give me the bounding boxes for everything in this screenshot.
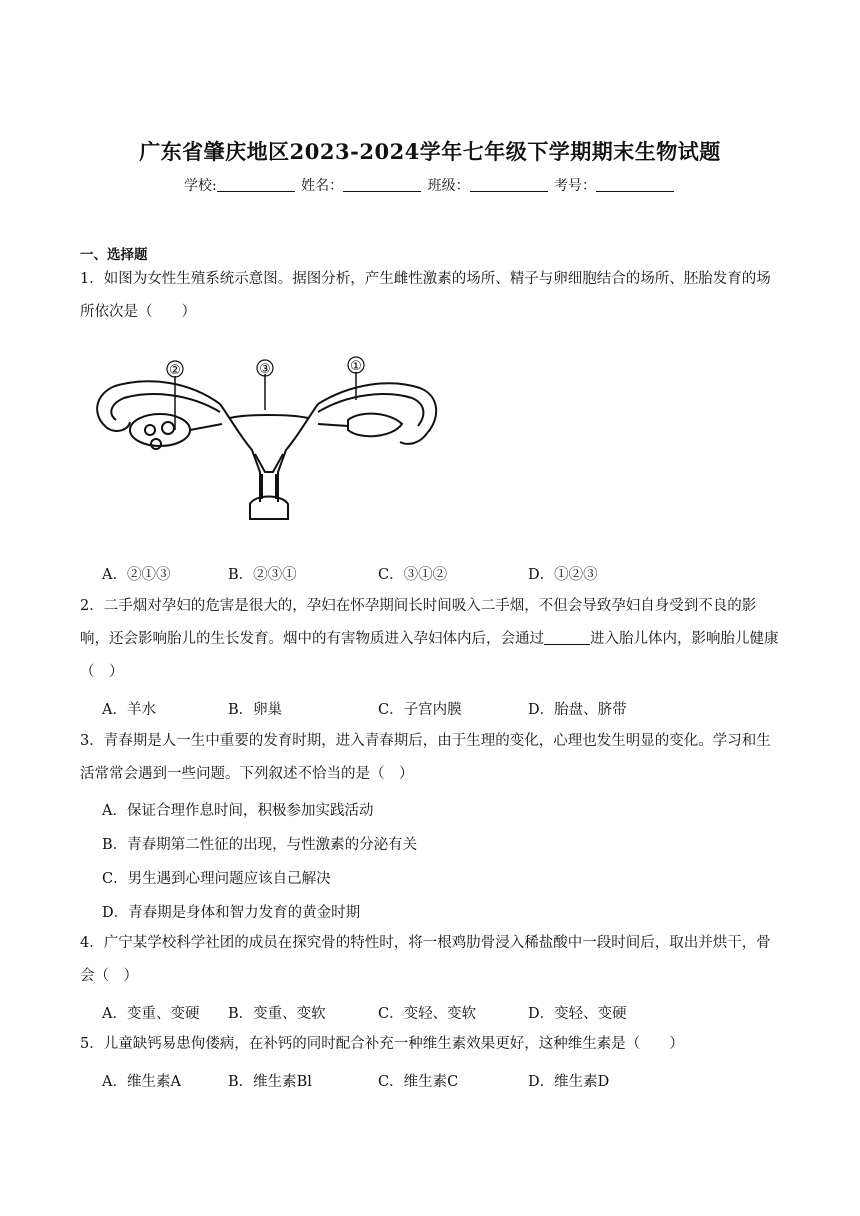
q3-option-b[interactable]: B．青春期第二性征的出现，与性激素的分泌有关 [102, 837, 418, 853]
q3-option-d[interactable]: D．青春期是身体和智力发育的黄金时期 [102, 905, 361, 921]
q4-option-a[interactable]: A．变重、变硬 [102, 1006, 200, 1022]
question-3-text: 3．青春期是人一生中重要的发育时期，进入青春期后，由于生理的变化，心理也发生明显的变化。学习和生活常常会遇到一些问题。下列叙述不恰当的是（ ） [80, 733, 771, 782]
section-title: 一、选择题 [80, 247, 148, 263]
q1-option-c[interactable]: C．③①② [378, 567, 448, 583]
student-info-line [0, 175, 860, 195]
name-blank[interactable] [343, 177, 421, 192]
q2-option-a[interactable]: A．羊水 [102, 702, 156, 718]
question-2-text-part1: 2．二手烟对孕妇的危害是很大的，孕妇在怀孕期间长时间吸入二手烟，不但会导致孕妇自身受到不良的影响，还会影响胎儿的生长发育。烟中的有害物质进入孕妇体内后，会通过 [80, 598, 757, 647]
page-title: 广东省肇庆地区2023-2024学年七年级下学期期末生物试题 [139, 139, 721, 164]
q2-option-b[interactable]: B．卵巢 [228, 702, 283, 718]
question-2-text-part2: 进入胎儿体内，影响胎儿健康（ ） [80, 631, 779, 680]
q4-option-b[interactable]: B．变重、变软 [228, 1006, 326, 1022]
q3-option-c[interactable]: C．男生遇到心理问题应该自己解决 [102, 871, 331, 887]
q2-option-d[interactable]: D．胎盘、脐带 [528, 702, 627, 718]
q5-option-b[interactable]: B．维生素Bl [228, 1074, 312, 1090]
school-label: 学校: [183, 178, 217, 194]
q2-option-c[interactable]: C．子宫内膜 [378, 702, 462, 718]
q1-option-a[interactable]: A．②①③ [102, 567, 171, 583]
exam-number-label: 考号： [554, 178, 597, 194]
q5-option-a[interactable]: A．维生素A [102, 1074, 181, 1090]
female-reproductive-system-diagram [90, 354, 450, 524]
question-2-text [80, 590, 784, 689]
school-blank[interactable] [217, 177, 295, 192]
q4-option-c[interactable]: C．变轻、变软 [378, 1006, 477, 1022]
q5-option-c[interactable]: C．维生素C [378, 1074, 459, 1090]
question-5-text: 5．儿童缺钙易患佝偻病，在补钙的同时配合补充一种维生素效果更好，这种维生素是（ ） [80, 1036, 684, 1052]
diagram-label-3: ③ [259, 362, 271, 377]
question-1-text: 1．如图为女性生殖系统示意图。据图分析，产生雌性激素的场所、精子与卵细胞结合的场所、胚胎发育的场所依次是（ ） [80, 271, 771, 320]
q3-option-a[interactable]: A．保证合理作息时间，积极参加实践活动 [102, 803, 374, 819]
class-label: 班级： [427, 178, 470, 194]
class-blank[interactable] [470, 177, 548, 192]
question-2-blank [544, 630, 590, 645]
q1-option-b[interactable]: B．②③① [228, 567, 297, 583]
diagram-label-1: ① [350, 359, 362, 374]
q4-option-d[interactable]: D．变轻、变硬 [528, 1006, 627, 1022]
q5-option-d[interactable]: D．维生素D [528, 1074, 610, 1090]
q1-option-d[interactable]: D．①②③ [528, 567, 598, 583]
question-4-text: 4．广宁某学校科学社团的成员在探究骨的特性时，将一根鸡肋骨浸入稀盐酸中一段时间后，取出并烘干，骨会（ ） [80, 935, 771, 984]
exam-number-blank[interactable] [596, 177, 674, 192]
name-label: 姓名： [301, 178, 344, 194]
diagram-label-2: ② [169, 363, 181, 378]
